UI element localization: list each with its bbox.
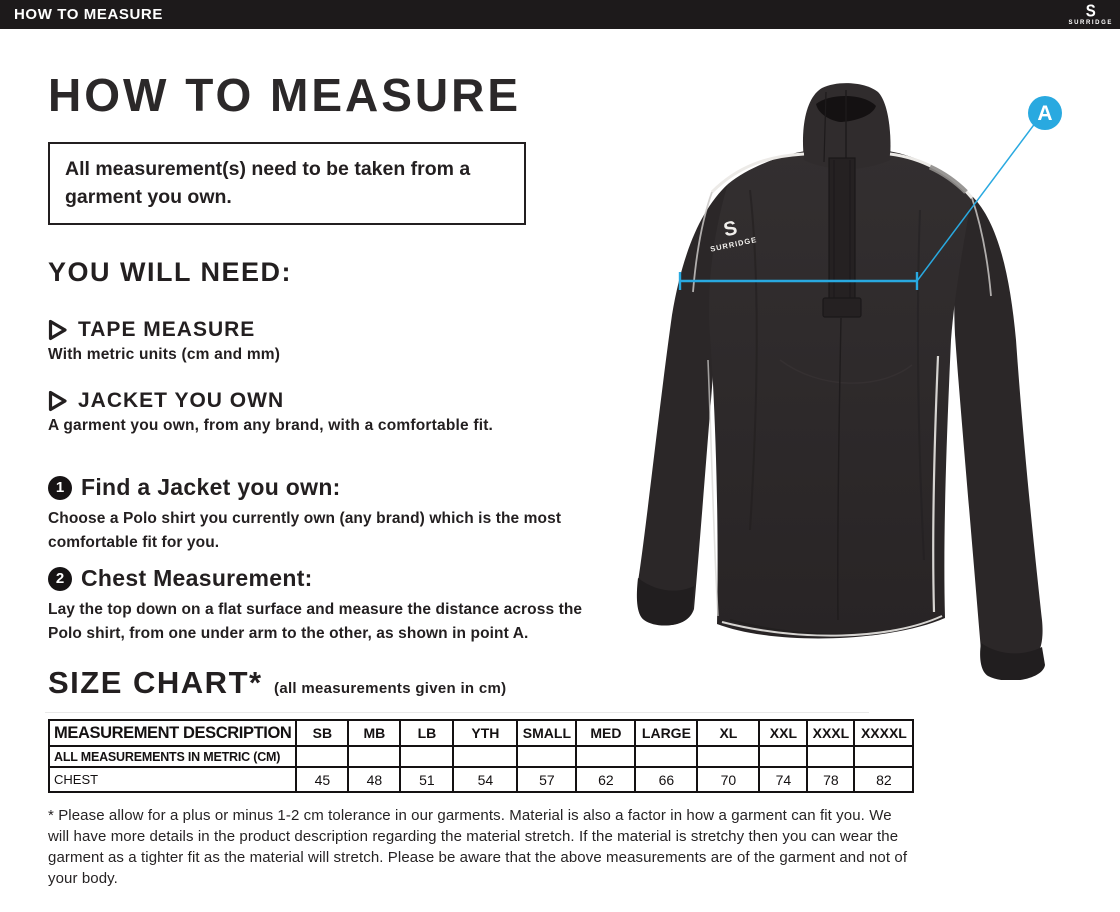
size-value-cell: 70 xyxy=(697,767,759,792)
size-value-cell: 74 xyxy=(759,767,807,792)
you-will-need-heading: YOU WILL NEED: xyxy=(48,257,293,287)
need-item-desc: With metric units (cm and mm) xyxy=(48,346,281,363)
size-col-header: XXXXL xyxy=(854,720,913,746)
size-value-cell xyxy=(576,746,635,767)
step-1-find-jacket xyxy=(48,474,596,554)
size-value-cell xyxy=(697,746,759,767)
size-value-cell: 62 xyxy=(576,767,635,792)
step-title: Chest Measurement: xyxy=(81,565,313,591)
step-description: Choose a Polo shirt you currently own (any brand) which is the most comfortable fit for you. xyxy=(48,510,562,551)
size-value-cell: 78 xyxy=(807,767,854,792)
step-title: Find a Jacket you own: xyxy=(81,474,341,500)
size-value-cell xyxy=(517,746,576,767)
jacket-placket-flap xyxy=(823,298,861,317)
page-title: HOW TO MEASURE xyxy=(48,69,522,121)
need-item-title: JACKET YOU OWN xyxy=(78,389,285,412)
size-value-cell: 51 xyxy=(400,767,453,792)
need-item-desc: A garment you own, from any brand, with a comfortable fit. xyxy=(48,417,494,434)
size-col-header: YTH xyxy=(453,720,517,746)
size-col-header: MEASUREMENT DESCRIPTION xyxy=(49,720,296,746)
size-col-header: XXL xyxy=(759,720,807,746)
size-value-cell: 54 xyxy=(453,767,517,792)
size-chart-footnote: * Please allow for a plus or minus 1-2 cm tolerance in our garments. Material is also a factor in how a garment can fit you. We will have more details in the product description regarding the material stretch. If the material is stretchy then you can wear the garment as a tighter fit as the material will stretch. Please be aware that the above measurements are of the garment and not of your body. xyxy=(48,807,908,887)
surridge-logo xyxy=(1069,0,1113,29)
size-col-header: XL xyxy=(697,720,759,746)
size-value-cell xyxy=(807,746,854,767)
jacket-illustration xyxy=(600,60,1120,680)
step-description: Lay the top down on a flat surface and measure the distance across the Polo shirt, from one under arm to the other, as shown in point A. xyxy=(48,601,583,642)
section-divider xyxy=(45,712,869,713)
point-a-label: A xyxy=(1037,102,1053,125)
size-value-cell xyxy=(635,746,697,767)
size-value-cell: 48 xyxy=(348,767,400,792)
need-item-tape-measure xyxy=(48,318,608,364)
size-value-cell xyxy=(296,746,348,767)
size-value-cell xyxy=(348,746,400,767)
size-value-cell: 45 xyxy=(296,767,348,792)
size-value-cell: 66 xyxy=(635,767,697,792)
size-table-row xyxy=(49,767,913,792)
size-value-cell: 57 xyxy=(517,767,576,792)
jacket-right-sleeve xyxy=(954,196,1042,669)
step-number-badge: 1 xyxy=(48,476,72,500)
surridge-logo-text: SURRIDGE xyxy=(1068,19,1113,26)
row-label: ALL MEASUREMENTS IN METRIC (CM) xyxy=(49,746,296,767)
size-chart-body xyxy=(49,746,913,792)
step-number-badge: 2 xyxy=(48,567,72,591)
size-value-cell: 82 xyxy=(854,767,913,792)
size-chart-subtitle: (all measurements given in cm) xyxy=(274,680,507,697)
size-col-header: MB xyxy=(348,720,400,746)
row-label: CHEST xyxy=(49,767,296,792)
size-col-header: LARGE xyxy=(635,720,697,746)
size-chart-header-row xyxy=(49,720,913,746)
jacket-zip-placket xyxy=(829,158,855,300)
step-2-chest-measurement xyxy=(48,565,596,645)
size-value-cell xyxy=(453,746,517,767)
jacket-logo-text: SURRIDGE xyxy=(709,235,758,254)
triangle-bullet-icon xyxy=(48,319,68,341)
size-col-header: MED xyxy=(576,720,635,746)
need-item-jacket xyxy=(48,389,608,435)
jacket-collar xyxy=(803,83,891,169)
product-image xyxy=(600,60,1120,680)
top-bar-title: HOW TO MEASURE xyxy=(14,6,163,23)
size-value-cell xyxy=(400,746,453,767)
top-bar xyxy=(0,0,1120,29)
measurement-note-text: All measurement(s) need to be taken from a garment you own. xyxy=(65,158,471,208)
size-chart-heading xyxy=(48,665,506,701)
size-chart-title: SIZE CHART* xyxy=(48,665,263,700)
triangle-bullet-icon xyxy=(48,390,68,412)
size-value-cell xyxy=(759,746,807,767)
size-chart-table xyxy=(48,719,914,793)
jacket-logo-mark: S xyxy=(721,217,740,242)
size-value-cell xyxy=(854,746,913,767)
need-item-title: TAPE MEASURE xyxy=(78,318,256,341)
measurement-note-box xyxy=(48,142,526,225)
size-col-header: XXXL xyxy=(807,720,854,746)
size-col-header: SMALL xyxy=(517,720,576,746)
size-col-header: SB xyxy=(296,720,348,746)
size-col-header: LB xyxy=(400,720,453,746)
surridge-logo-icon: S xyxy=(1085,1,1096,21)
size-table-row xyxy=(49,746,913,767)
